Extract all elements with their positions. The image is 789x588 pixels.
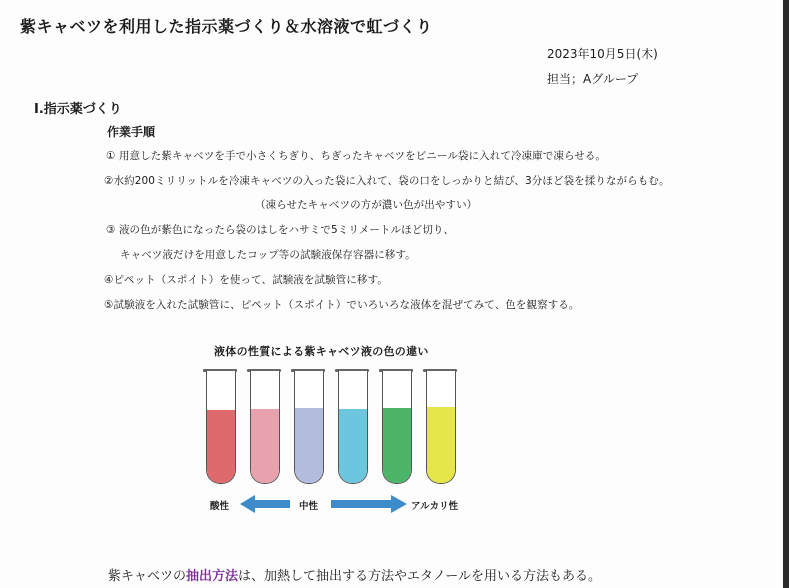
step-2-note: （凍らせたキャベツの方が濃い色が出やすい）	[255, 199, 478, 211]
indicator-color-figure	[196, 335, 486, 525]
figure-title: 液体の性質による紫キャベツ液の色の違い	[214, 345, 429, 358]
step-4: ④ピペット（スポイト）を使って、試験液を試験管に移す。	[104, 274, 388, 286]
document-title: 紫キャベツを利用した指示薬づくり＆水溶液で虹づくり	[20, 17, 433, 36]
arrow-right-icon	[331, 495, 407, 513]
extraction-method-highlight: 抽出方法	[186, 569, 239, 584]
arrow-left-icon	[240, 495, 290, 513]
test-tube-2	[250, 371, 280, 484]
arrow-right-shape	[331, 495, 407, 513]
document-date: 2023年10月5日(木)	[547, 47, 658, 61]
arrow-left-shape	[240, 495, 290, 513]
label-acidic: 酸性	[210, 501, 230, 512]
tube-liquid-3	[295, 408, 323, 483]
test-tube-1	[206, 371, 236, 484]
tube-liquid-1	[207, 410, 235, 483]
test-tube-4	[338, 371, 368, 484]
step-2: ②水約200ミリリットルを冷凍キャベツの入った袋に入れて、袋の口をしっかりと結び、3分ほど袋を揉りながらもむ。	[104, 175, 670, 187]
extraction-note-prefix: 紫キャベツの	[108, 569, 187, 584]
test-tube-6	[426, 371, 456, 484]
tube-liquid-2	[251, 409, 279, 483]
label-neutral: 中性	[299, 501, 319, 512]
person-in-charge: 担当；Aグループ	[547, 72, 639, 86]
tube-liquid-5	[383, 408, 411, 483]
tube-liquid-6	[427, 407, 455, 483]
extraction-note	[108, 565, 601, 584]
test-tube-5	[382, 371, 412, 484]
section-heading: Ⅰ.指示薬づくり	[34, 102, 122, 117]
procedure-subheading: 作業手順	[107, 125, 156, 139]
test-tube-3	[294, 371, 324, 484]
step-1: ① 用意した紫キャベツを手で小さくちぎり、ちぎったキャベツをビニール袋に入れて冷凍庫で凍らせる。	[106, 150, 607, 162]
extraction-note-suffix: は、加熱して抽出する方法やエタノールを用いる方法もある。	[238, 569, 601, 584]
scan-edge	[783, 0, 789, 588]
label-alkaline: アルカリ性	[411, 501, 459, 512]
tube-liquid-4	[339, 409, 367, 483]
step-3: ③ 液の色が紫色になったら袋のはしをハサミで5ミリメートルほど切り、	[106, 224, 455, 236]
step-5: ⑤試験液を入れた試験管に、ピペット（スポイト）でいろいろな液体を混ぜてみて、色を観察する。	[104, 299, 580, 311]
step-3-continued: キャベツ液だけを用意したコップ等の試験液保存容器に移す。	[120, 249, 416, 261]
